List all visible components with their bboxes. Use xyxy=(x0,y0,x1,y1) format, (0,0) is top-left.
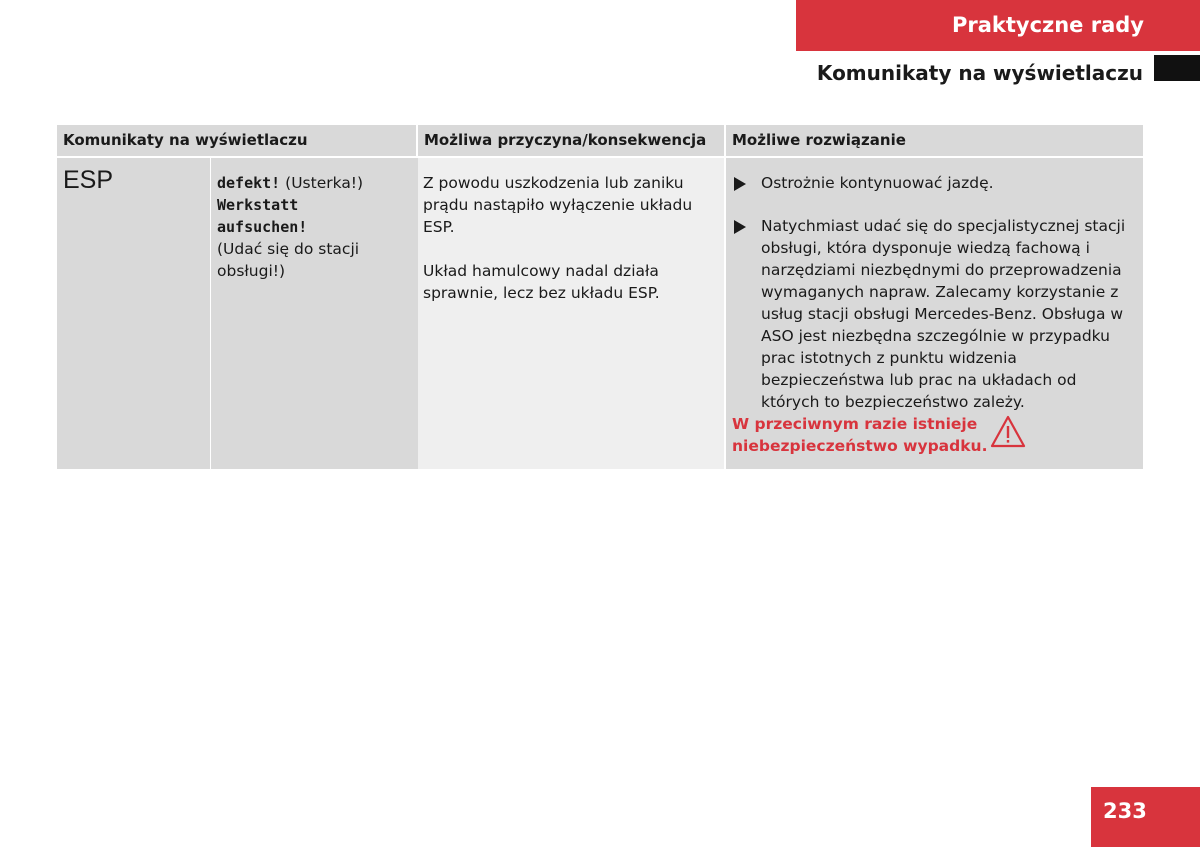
cause-text xyxy=(423,172,723,326)
row-key: ESP xyxy=(63,166,114,194)
row-key-cell xyxy=(57,158,210,469)
solution-step xyxy=(732,215,1137,413)
cause-paragraph-1: Z powodu uszkodzenia lub zaniku prądu nastąpiło wyłączenie układu ESP. xyxy=(423,174,693,236)
column-header-solution: Możliwe rozwiązanie xyxy=(726,125,1143,156)
column-header-messages: Komunikaty na wyświetlaczu xyxy=(57,125,416,156)
solution-steps xyxy=(732,172,1137,434)
messages-table xyxy=(57,125,1143,469)
cause-cell xyxy=(418,158,724,469)
section-tab xyxy=(796,0,1200,51)
page-number: 233 xyxy=(1091,787,1200,847)
column-header-cause: Możliwa przyczyna/konsekwencja xyxy=(418,125,724,156)
page-subtitle: Komunikaty na wyświetlaczu xyxy=(816,61,1143,85)
solution-step-text: Ostrożnie kontynuować jazdę. xyxy=(761,174,994,192)
display-message xyxy=(217,172,415,282)
message-cell xyxy=(211,158,418,469)
message-action-translation: (Udać się do stacji obsługi!) xyxy=(217,240,360,280)
message-code: defekt! xyxy=(217,174,281,192)
message-code-translation: (Usterka!) xyxy=(285,174,364,192)
solution-step xyxy=(732,172,1137,194)
step-arrow-icon xyxy=(734,220,746,234)
solution-cell xyxy=(726,158,1143,469)
accident-warning: W przeciwnym razie istnieje niebezpieczeństwo wypadku. xyxy=(732,415,988,455)
warning-triangle-icon xyxy=(990,415,1026,449)
section-title: Praktyczne rady xyxy=(951,13,1144,37)
solution-step-text: Natychmiast udać się do specjalistycznej stacji obsługi, która dysponuje wiedzą fachową i narzędziami niezbędnymi do przeprowadzenia wymaganych napraw. Zalecamy korzystanie z usług stacji obsługi Mercedes-Benz. Obsługa w ASO jest niezbędna szczególnie w przypadku prac istotnych z punktu widzenia bezpieczeństwa lub prac na układach od których to bezpieczeństwo zależy. xyxy=(761,217,1126,411)
cause-paragraph-2: Układ hamulcowy nadal działa sprawnie, lecz bez układu ESP. xyxy=(423,262,660,302)
subtitle-marker xyxy=(1154,55,1200,81)
step-arrow-icon xyxy=(734,177,746,191)
message-action-line-2: aufsuchen! xyxy=(217,218,308,236)
message-action-line-1: Werkstatt xyxy=(217,196,299,214)
